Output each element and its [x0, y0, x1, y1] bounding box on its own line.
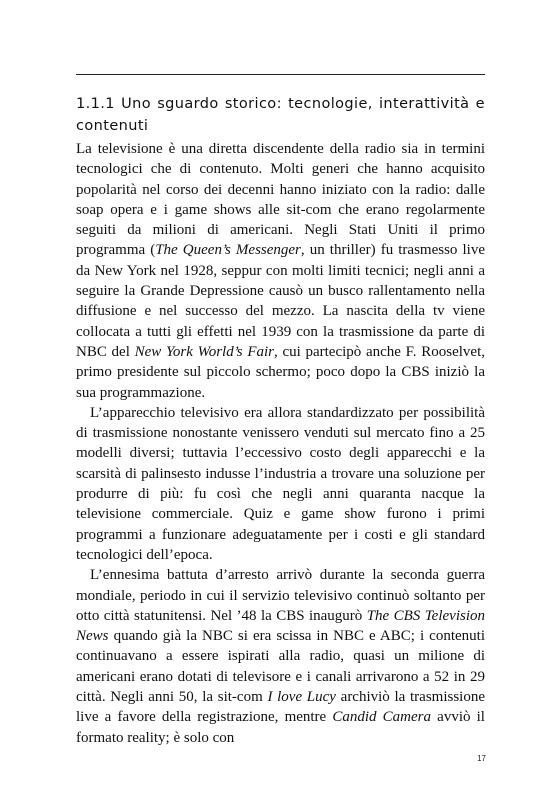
header-rule — [76, 74, 485, 75]
page-number: 17 — [477, 754, 486, 763]
italic-title: The CBS Television News — [76, 607, 485, 645]
text-run: La televisione è una diretta discendente della radio sia in termini tecnologici che di contenuto. Molti generi che hanno acquisito popolarità nel corso dei decenni hanno iniziato con la radio: dalle soap opera e i game shows alle sit-com che erano regolarmente seguiti da milioni di americani. Negli Stati Uniti il primo programma ( — [76, 141, 485, 259]
text-run: L’ennesima battuta d’arresto arrivò durante la seconda guerra mondiale, periodo in cui il servizio televisivo continuò soltanto per otto città statunitensi. Nel ’48 la CBS inaugurò — [76, 567, 485, 624]
paragraph — [76, 403, 485, 565]
italic-title: I love Lucy — [267, 689, 336, 706]
text-run: , un thriller) fu trasmesso live da New York nel 1928, seppur con molti limiti tecnici; negli anni a seguire la Grande Depressione causò un busco rallentamento nella diffusione e nel successo del mezzo. La nascita della tv viene collocata a tutti gli effetti nel 1939 con la trasmissione da parte di NBC del — [76, 242, 485, 360]
italic-title: Candid Camera — [332, 709, 432, 726]
text-run: quando già la NBC si era scissa in NBC e ABC; i contenuti continuavano a essere ispirati alla radio, quasi un milione di americani erano dotati di televisore e i canali arrivarono a 52 in 29 città. Negli anni 50, la sit-com — [76, 628, 485, 706]
italic-title: New York World’s Fair — [134, 343, 274, 360]
section-heading: 1.1.1 Uno sguardo storico: tecnologie, interattività e contenuti — [76, 95, 485, 134]
italic-title: The Queen’s Messenger — [155, 242, 301, 259]
body-text — [76, 139, 485, 748]
text-run: avviò il formato reality; è solo con — [76, 709, 485, 746]
paragraph — [76, 565, 485, 748]
paragraph — [76, 139, 485, 403]
text-run: L’apparecchio televisivo era allora standardizzato per possibilità di trasmissione nonostante venissero venduti sul mercato fino a 25 modelli diversi; tuttavia l’eccessivo costo degli apparecchi e la scarsità di palinsesto indusse l’industria a trovare una soluzione per produrre di più: fu così che negli anni quaranta nacque la televisione commerciale. Quiz e game show furono i primi programmi a funzionare adeguatamente per i costi e gli standard tecnologici dell’epoca. — [76, 404, 485, 563]
text-run: , cui partecipò anche F. Rooselvet, primo presidente sul piccolo schermo; poco dopo la CBS iniziò la sua programmazione. — [76, 343, 485, 401]
text-run: archiviò la trasmissione live a favore della registrazione, mentre — [76, 689, 486, 726]
